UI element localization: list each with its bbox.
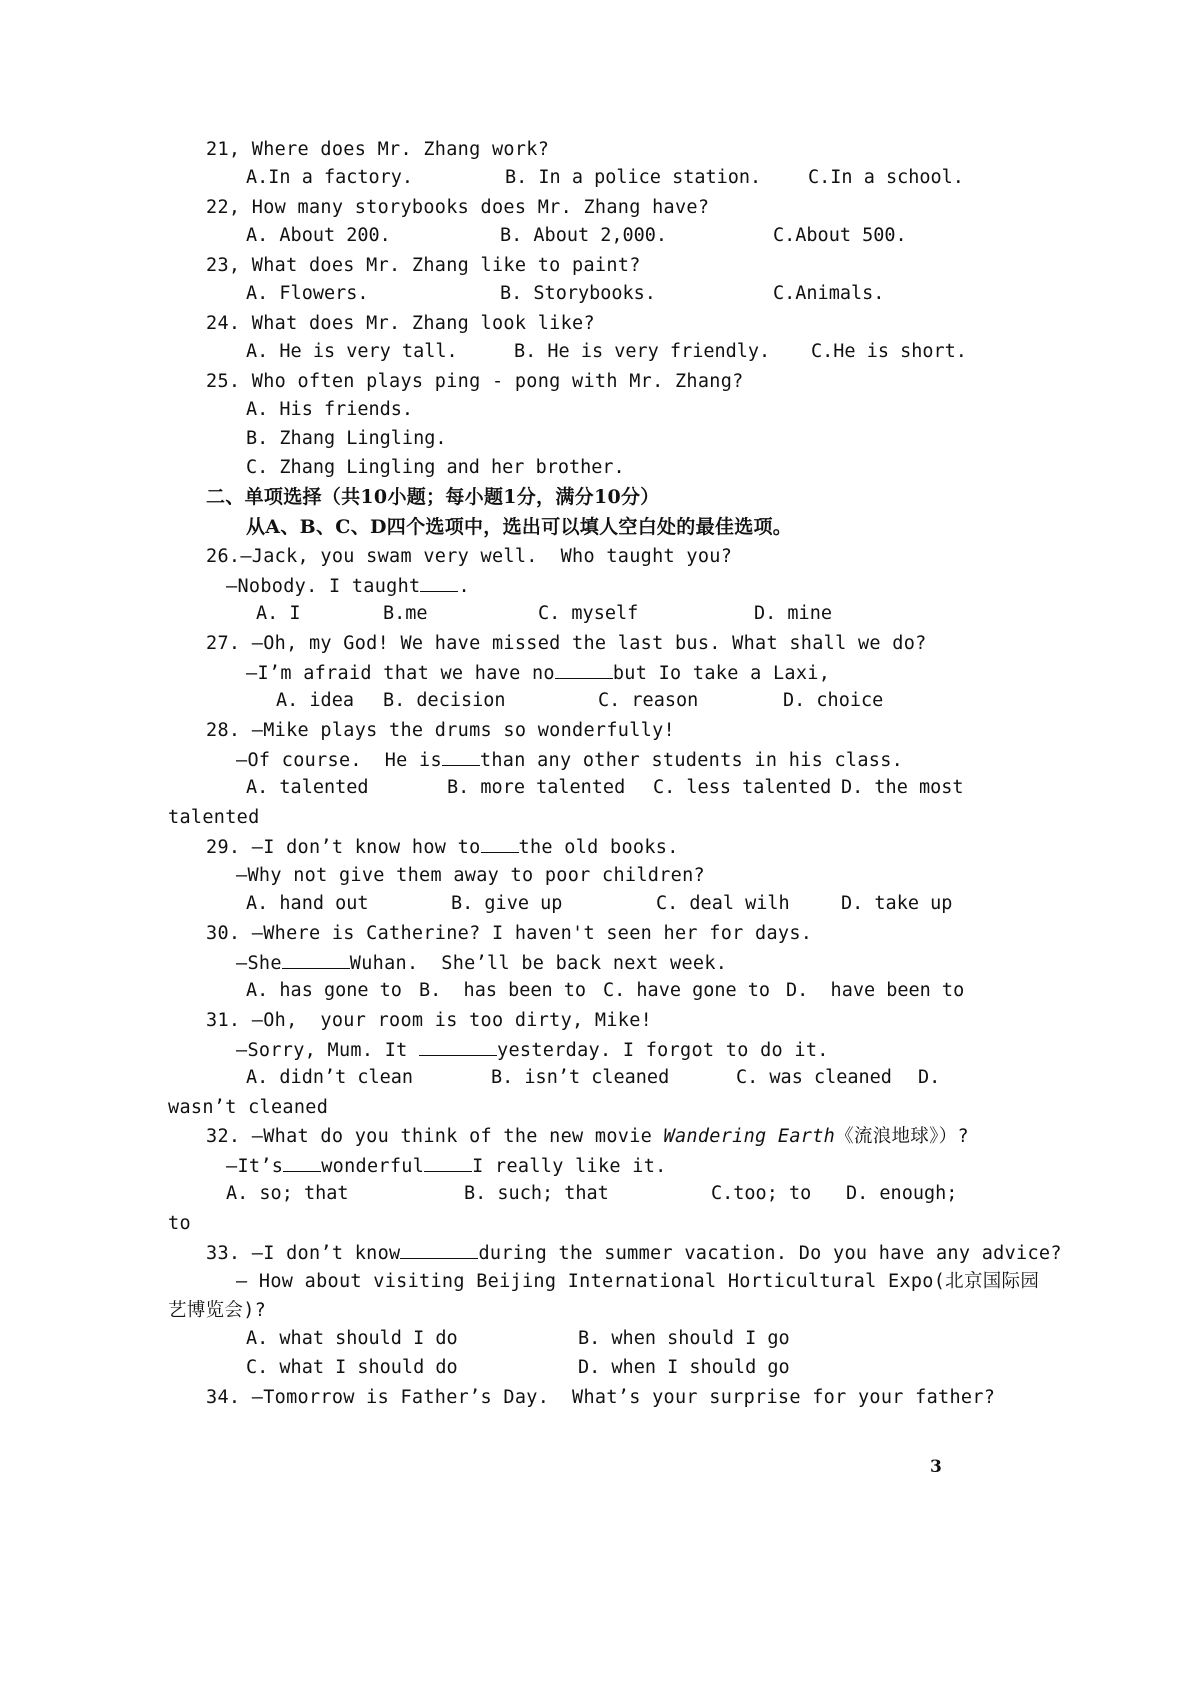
- option-29c: C. deal wilh: [656, 893, 790, 914]
- option-25a: A. His friends.: [246, 399, 414, 420]
- option-33a: A. what should I do: [246, 1328, 458, 1349]
- section-title: 二、单项选择（共10小题；每小题1分，满分10分）: [206, 486, 660, 508]
- answer-blank: [481, 835, 519, 853]
- option-30b: B. has been to: [419, 980, 587, 1001]
- option-33c: C. what I should do: [246, 1357, 458, 1378]
- option-22a: A. About 200.: [246, 225, 391, 246]
- option-23c: C.Animals.: [773, 283, 885, 304]
- option-27a: A. idea: [276, 690, 354, 711]
- option-29d: D. take up: [841, 893, 953, 914]
- option-32d: D. enough;: [846, 1183, 958, 1204]
- option-31b: B. isn’t cleaned: [491, 1067, 670, 1088]
- reply-29: —Why not give them away to poor children?: [236, 865, 705, 886]
- option-21a: A.In a factory.: [246, 167, 414, 188]
- reply-33: — How about visiting Beijing International Horticultural Expo(北京国际园: [236, 1271, 1040, 1292]
- option-28a: A. talented: [246, 777, 369, 798]
- option-24b: B. He is very friendly.: [514, 341, 771, 362]
- question-25: 25. Who often plays ping - pong with Mr. Zhang?: [206, 371, 744, 392]
- option-25b: B. Zhang Lingling.: [246, 428, 447, 449]
- option-31d-wrap: wasn’t cleaned: [168, 1097, 329, 1118]
- question-21: 21, Where does Mr. Zhang work?: [206, 139, 550, 160]
- option-24c: C.He is short.: [811, 341, 967, 362]
- question-30: 30. —Where is Catherine? I haven't seen her for days.: [206, 923, 813, 944]
- option-26a: A. I: [256, 603, 301, 624]
- option-30d: D. have been to: [786, 980, 965, 1001]
- reply-33-wrap: 艺博览会)?: [168, 1300, 267, 1321]
- option-33d: D. when I should go: [578, 1357, 790, 1378]
- reply-31: —Sorry, Mum. It yesterday. I forgot to do it.: [236, 1040, 829, 1061]
- question-33: 33. —I don’t know during the summer vacation. Do you have any advice?: [206, 1243, 1062, 1264]
- movie-title: Wandering Earth: [663, 1126, 836, 1147]
- option-32c: C.too; to: [711, 1183, 812, 1204]
- option-21b: B. In a police station.: [505, 167, 762, 188]
- question-31: 31. —Oh, your room is too dirty, Mike!: [206, 1010, 653, 1031]
- question-28: 28. —Mike plays the drums so wonderfully!: [206, 720, 675, 741]
- reply-26: —Nobody. I taught .: [226, 576, 470, 597]
- section-instruction: 从A、B、C、D四个选项中，选出可以填人空白处的最佳选项。: [246, 516, 793, 538]
- answer-blank: [283, 1154, 321, 1172]
- question-27: 27. —Oh, my God! We have missed the last bus. What shall we do?: [206, 633, 927, 654]
- answer-blank: [400, 1241, 478, 1259]
- answer-blank: [555, 661, 613, 679]
- answer-blank: [420, 574, 458, 592]
- reply-30: —She Wuhan. She’ll be back next week.: [236, 953, 728, 974]
- answer-blank: [424, 1154, 472, 1172]
- answer-blank: [282, 951, 350, 969]
- option-25c: C. Zhang Lingling and her brother.: [246, 457, 625, 478]
- option-31c: C. was cleaned: [736, 1067, 892, 1088]
- option-32a: A. so; that: [226, 1183, 349, 1204]
- option-30a: A. has gone to: [246, 980, 402, 1001]
- option-28d-wrap: talented: [168, 807, 260, 828]
- option-30c: C. have gone to: [603, 980, 771, 1001]
- option-28c: C. less talented: [653, 777, 832, 798]
- option-33b: B. when should I go: [578, 1328, 790, 1349]
- option-32d-wrap: to: [168, 1213, 191, 1234]
- option-27c: C. reason: [598, 690, 699, 711]
- answer-blank: [419, 1038, 497, 1056]
- option-22b: B. About 2,000.: [500, 225, 668, 246]
- option-21c: C.In a school.: [808, 167, 964, 188]
- option-31a: A. didn’t clean: [246, 1067, 414, 1088]
- option-27d: D. choice: [783, 690, 884, 711]
- page-number: 3: [930, 1457, 942, 1477]
- question-34: 34. —Tomorrow is Father’s Day. What’s your surprise for your father?: [206, 1387, 996, 1408]
- reply-32: —It’s wonderful I really like it.: [226, 1156, 667, 1177]
- option-28d: D. the most: [841, 777, 964, 798]
- reply-28: —Of course. He is than any other students in his class.: [236, 750, 904, 771]
- option-23b: B. Storybooks.: [500, 283, 656, 304]
- option-26c: C. myself: [538, 603, 639, 624]
- option-28b: B. more talented: [447, 777, 626, 798]
- option-22c: C.About 500.: [773, 225, 907, 246]
- option-32b: B. such; that: [464, 1183, 609, 1204]
- option-26d: D. mine: [754, 603, 832, 624]
- option-26b: B.me: [383, 603, 428, 624]
- question-23: 23, What does Mr. Zhang like to paint?: [206, 255, 641, 276]
- question-22: 22, How many storybooks does Mr. Zhang have?: [206, 197, 710, 218]
- question-24: 24. What does Mr. Zhang look like?: [206, 313, 595, 334]
- option-24a: A. He is very tall.: [246, 341, 458, 362]
- option-31d: D.: [918, 1067, 941, 1088]
- option-29b: B. give up: [451, 893, 563, 914]
- option-27b: B. decision: [383, 690, 506, 711]
- option-23a: A. Flowers.: [246, 283, 369, 304]
- reply-27: —I’m afraid that we have no but Io take a Laxi,: [246, 663, 831, 684]
- answer-blank: [442, 748, 480, 766]
- question-32: 32. —What do you think of the new movie Wandering Earth《流浪地球》）?: [206, 1126, 969, 1147]
- option-29a: A. hand out: [246, 893, 369, 914]
- question-26: 26.—Jack, you swam very well. Who taught you?: [206, 546, 733, 567]
- question-29: 29. —I don’t know how to the old books.: [206, 837, 679, 858]
